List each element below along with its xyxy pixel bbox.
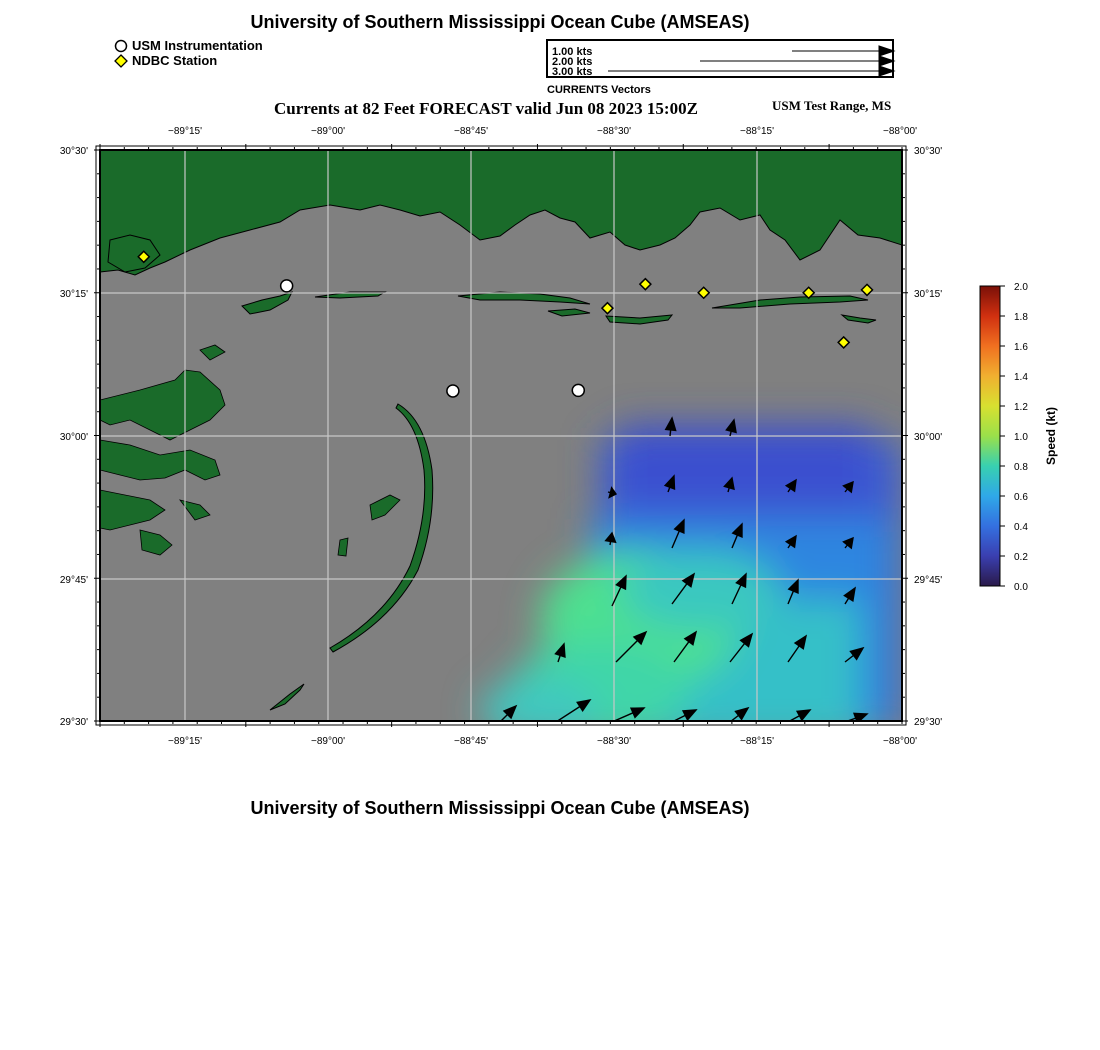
legend-usm-label: USM Instrumentation: [132, 38, 263, 53]
lat-label-right-2: 30°15': [914, 289, 943, 300]
lat-labels-left: [60, 146, 88, 728]
lat-label-right-4: 29°45': [914, 575, 943, 586]
colorbar-tick-label: 0.2: [1014, 552, 1028, 563]
lon-label-bottom-3: −88°45': [454, 736, 488, 747]
lon-label-top-2: −89°00': [311, 126, 345, 137]
colorbar-tick-label: 1.4: [1014, 372, 1028, 383]
colorbar-gradient: [980, 286, 1000, 586]
lat-label-left-1: 30°30': [59, 146, 88, 157]
lon-label-bottom-5: −88°15': [740, 736, 774, 747]
lat-label-right-5: 29°30': [914, 717, 943, 728]
lon-label-bottom-1: −89°15': [168, 736, 202, 747]
vector-key-label-2: 2.00 kts: [552, 56, 593, 68]
lat-label-left-3: 30°00': [59, 432, 88, 443]
lon-label-top-6: −88°00': [883, 126, 917, 137]
colorbar-tick-label: 2.0: [1014, 282, 1028, 293]
usm-instrument-marker: [447, 385, 459, 397]
colorbar-tick-label: 0.0: [1014, 582, 1028, 593]
usm-instrument-marker: [281, 280, 293, 292]
colorbar-tick-label: 1.6: [1014, 342, 1028, 353]
colorbar-tick-label: 0.4: [1014, 522, 1028, 533]
legend-ndbc-label: NDBC Station: [132, 53, 218, 68]
colorbar-tick-label: 1.2: [1014, 402, 1028, 413]
lat-label-left-4: 29°45': [59, 575, 88, 586]
colorbar-tick-label: 0.6: [1014, 492, 1028, 503]
colorbar-tick-label: 1.8: [1014, 312, 1028, 323]
colorbar-ticks: [1000, 282, 1028, 593]
colorbar-label: Speed (kt): [1044, 406, 1058, 466]
vector-key-label-1: 1.00 kts: [552, 46, 593, 58]
speed-colorbar: [960, 270, 1080, 600]
lon-label-top-3: −88°45': [454, 126, 488, 137]
usm-instrument-marker: [572, 384, 584, 396]
lat-label-left-5: 29°30': [59, 717, 88, 728]
lat-label-right-1: 30°30': [914, 146, 943, 157]
lon-labels-bottom: [168, 736, 917, 747]
lon-label-bottom-2: −89°00': [311, 736, 345, 747]
lat-label-left-2: 30°15': [59, 289, 88, 300]
lon-label-bottom-6: −88°00': [883, 736, 917, 747]
vector-key-label-3: 3.00 kts: [552, 66, 593, 78]
lat-labels-right: [914, 146, 942, 728]
lon-labels-top: [168, 126, 917, 137]
footer-title: University of Southern Mississippi Ocean Cube (AMSEAS): [250, 798, 750, 818]
colorbar-tick-label: 1.0: [1014, 432, 1028, 443]
map-subtitle: Currents at 82 Feet FORECAST valid Jun 08 2023 15:00Z: [274, 99, 698, 118]
colorbar-tick-label: 0.8: [1014, 462, 1028, 473]
lat-label-right-3: 30°00': [914, 432, 943, 443]
lon-label-top-5: −88°15': [740, 126, 774, 137]
map-title: University of Southern Mississippi Ocean Cube (AMSEAS): [250, 12, 750, 32]
vector-key-caption: CURRENTS Vectors: [547, 84, 651, 96]
lon-label-top-1: −89°15': [168, 126, 202, 137]
map-region-label: USM Test Range, MS: [772, 98, 892, 113]
lon-label-bottom-4: −88°30': [597, 736, 631, 747]
lon-label-top-4: −88°30': [597, 126, 631, 137]
